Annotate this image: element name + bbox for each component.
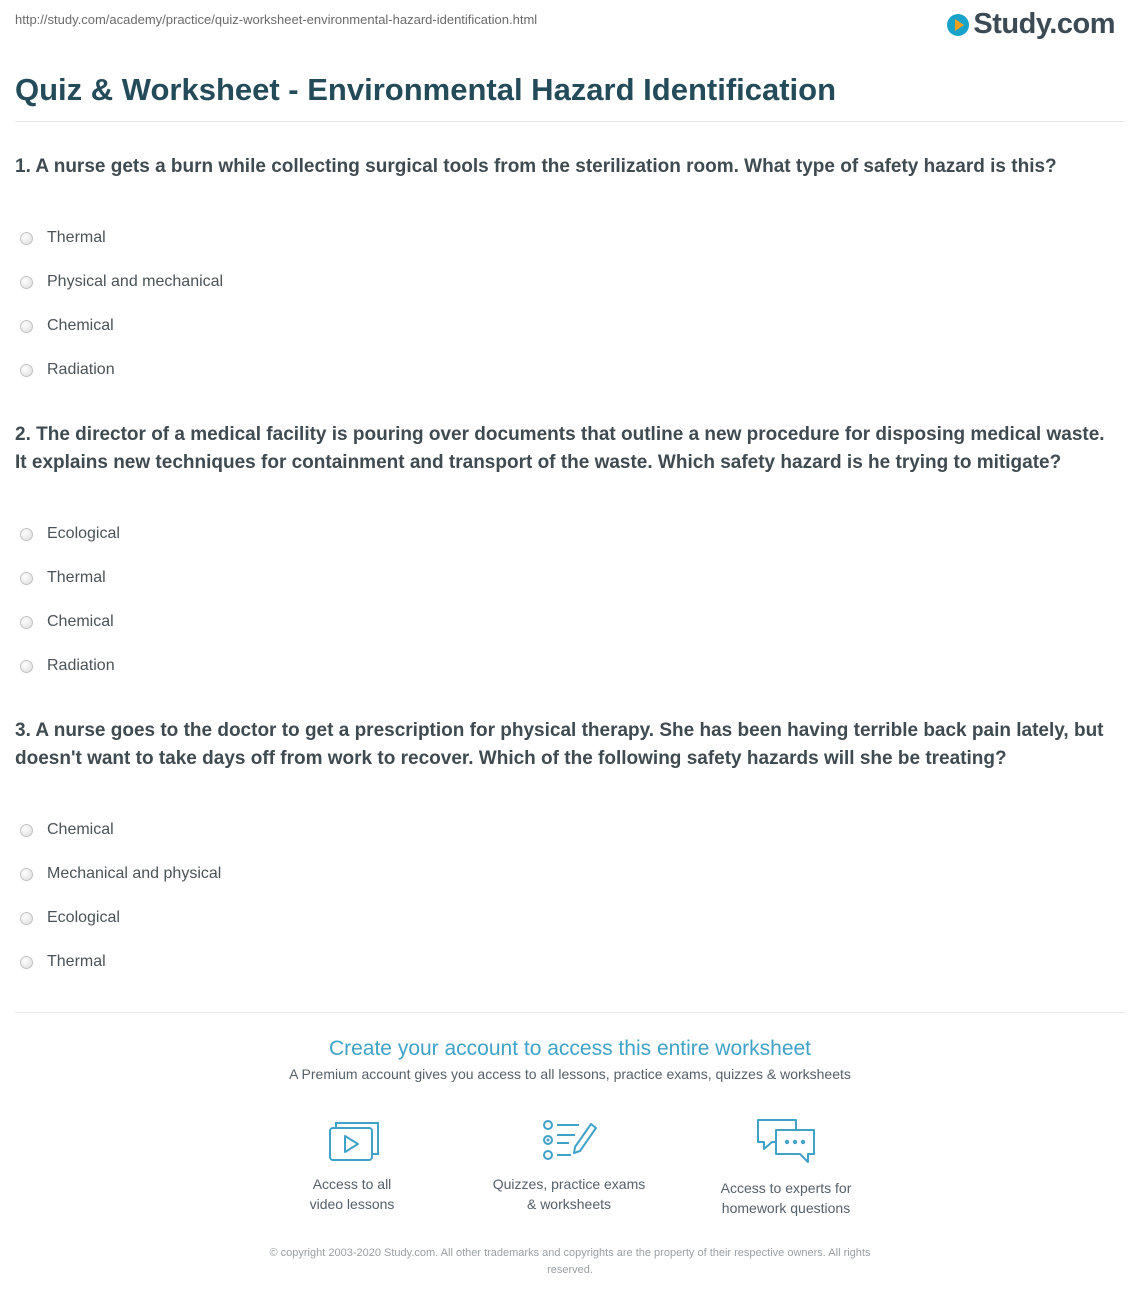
feature-label-line2: video lessons: [309, 1196, 395, 1212]
radio-button[interactable]: [20, 956, 33, 969]
copyright-line1: © copyright 2003-2020 Study.com. All other trademarks and copyrights are the property of their respective owners. All rights: [269, 1247, 871, 1259]
answer-option[interactable]: [20, 226, 106, 250]
expert-chat-icon: [754, 1116, 818, 1168]
option-label: Thermal: [47, 953, 106, 970]
answer-option[interactable]: [20, 522, 120, 546]
radio-button[interactable]: [20, 912, 33, 925]
radio-button[interactable]: [20, 572, 33, 585]
section-divider: [15, 1012, 1125, 1013]
cta-title[interactable]: Create your account to access this entire worksheet: [328, 1037, 812, 1060]
feature-experts: [686, 1116, 886, 1218]
option-label: Chemical: [47, 821, 114, 838]
radio-button[interactable]: [20, 528, 33, 541]
answer-option[interactable]: [20, 862, 221, 886]
radio-button[interactable]: [20, 276, 33, 289]
title-divider: [15, 121, 1125, 122]
logo-text: Study.com: [973, 8, 1115, 40]
page-title: Quiz & Worksheet - Environmental Hazard Identification: [15, 72, 837, 107]
answer-option[interactable]: [20, 358, 115, 382]
radio-button[interactable]: [20, 364, 33, 377]
feature-label-line1: Access to experts for: [720, 1180, 852, 1196]
copyright-footer: [210, 1245, 930, 1279]
answer-option[interactable]: [20, 818, 114, 842]
study-logo[interactable]: [947, 8, 1115, 41]
feature-label-line2: & worksheets: [526, 1196, 612, 1212]
feature-label-line2: homework questions: [721, 1200, 851, 1216]
feature-label-line1: Quizzes, practice exams: [492, 1176, 646, 1192]
option-label: Physical and mechanical: [47, 273, 224, 290]
answer-option[interactable]: [20, 654, 115, 678]
answer-option[interactable]: [20, 906, 120, 930]
radio-button[interactable]: [20, 616, 33, 629]
option-label: Chemical: [47, 613, 114, 630]
header-bar: [15, 8, 1125, 42]
option-label: Thermal: [47, 229, 106, 246]
radio-button[interactable]: [20, 868, 33, 881]
radio-button[interactable]: [20, 660, 33, 673]
answer-option[interactable]: [20, 270, 223, 294]
answer-option[interactable]: [20, 950, 106, 974]
option-label: Radiation: [47, 657, 115, 674]
option-label: Radiation: [47, 361, 115, 378]
option-label: Chemical: [47, 317, 114, 334]
page-url[interactable]: http://study.com/academy/practice/quiz-worksheet-environmental-hazard-identification.html: [15, 12, 538, 27]
feature-label-line1: Access to all: [312, 1176, 392, 1192]
radio-button[interactable]: [20, 232, 33, 245]
answer-option[interactable]: [20, 610, 114, 634]
feature-video-lessons: [252, 1116, 452, 1214]
play-logo-icon: [947, 14, 969, 36]
question-3: 3. A nurse goes to the doctor to get a prescription for physical therapy. She has been having terrible back pain lately, but doesn't want to take days off from work to recover. Which of the following safety hazards will she be treating?: [15, 720, 1104, 769]
radio-button[interactable]: [20, 824, 33, 837]
question-2: 2. The director of a medical facility is pouring over documents that outline a new procedure for disposing medical waste. It explains new techniques for containment and transport of the waste. Which safety hazard is he trying to mitigate?: [15, 424, 1105, 473]
feature-quizzes: [469, 1116, 669, 1214]
option-label: Ecological: [47, 909, 120, 926]
question-1: 1. A nurse gets a burn while collecting surgical tools from the sterilization room. What type of safety hazard is this?: [15, 156, 1057, 177]
quiz-checklist-icon: [541, 1116, 597, 1164]
cta-subtitle: A Premium account gives you access to all lessons, practice exams, quizzes & worksheets: [289, 1066, 851, 1082]
radio-button[interactable]: [20, 320, 33, 333]
copyright-line2: reserved.: [547, 1264, 593, 1276]
answer-option[interactable]: [20, 314, 114, 338]
video-lessons-icon: [324, 1116, 380, 1164]
option-label: Mechanical and physical: [47, 865, 222, 882]
option-label: Thermal: [47, 569, 106, 586]
answer-option[interactable]: [20, 566, 106, 590]
option-label: Ecological: [47, 525, 120, 542]
